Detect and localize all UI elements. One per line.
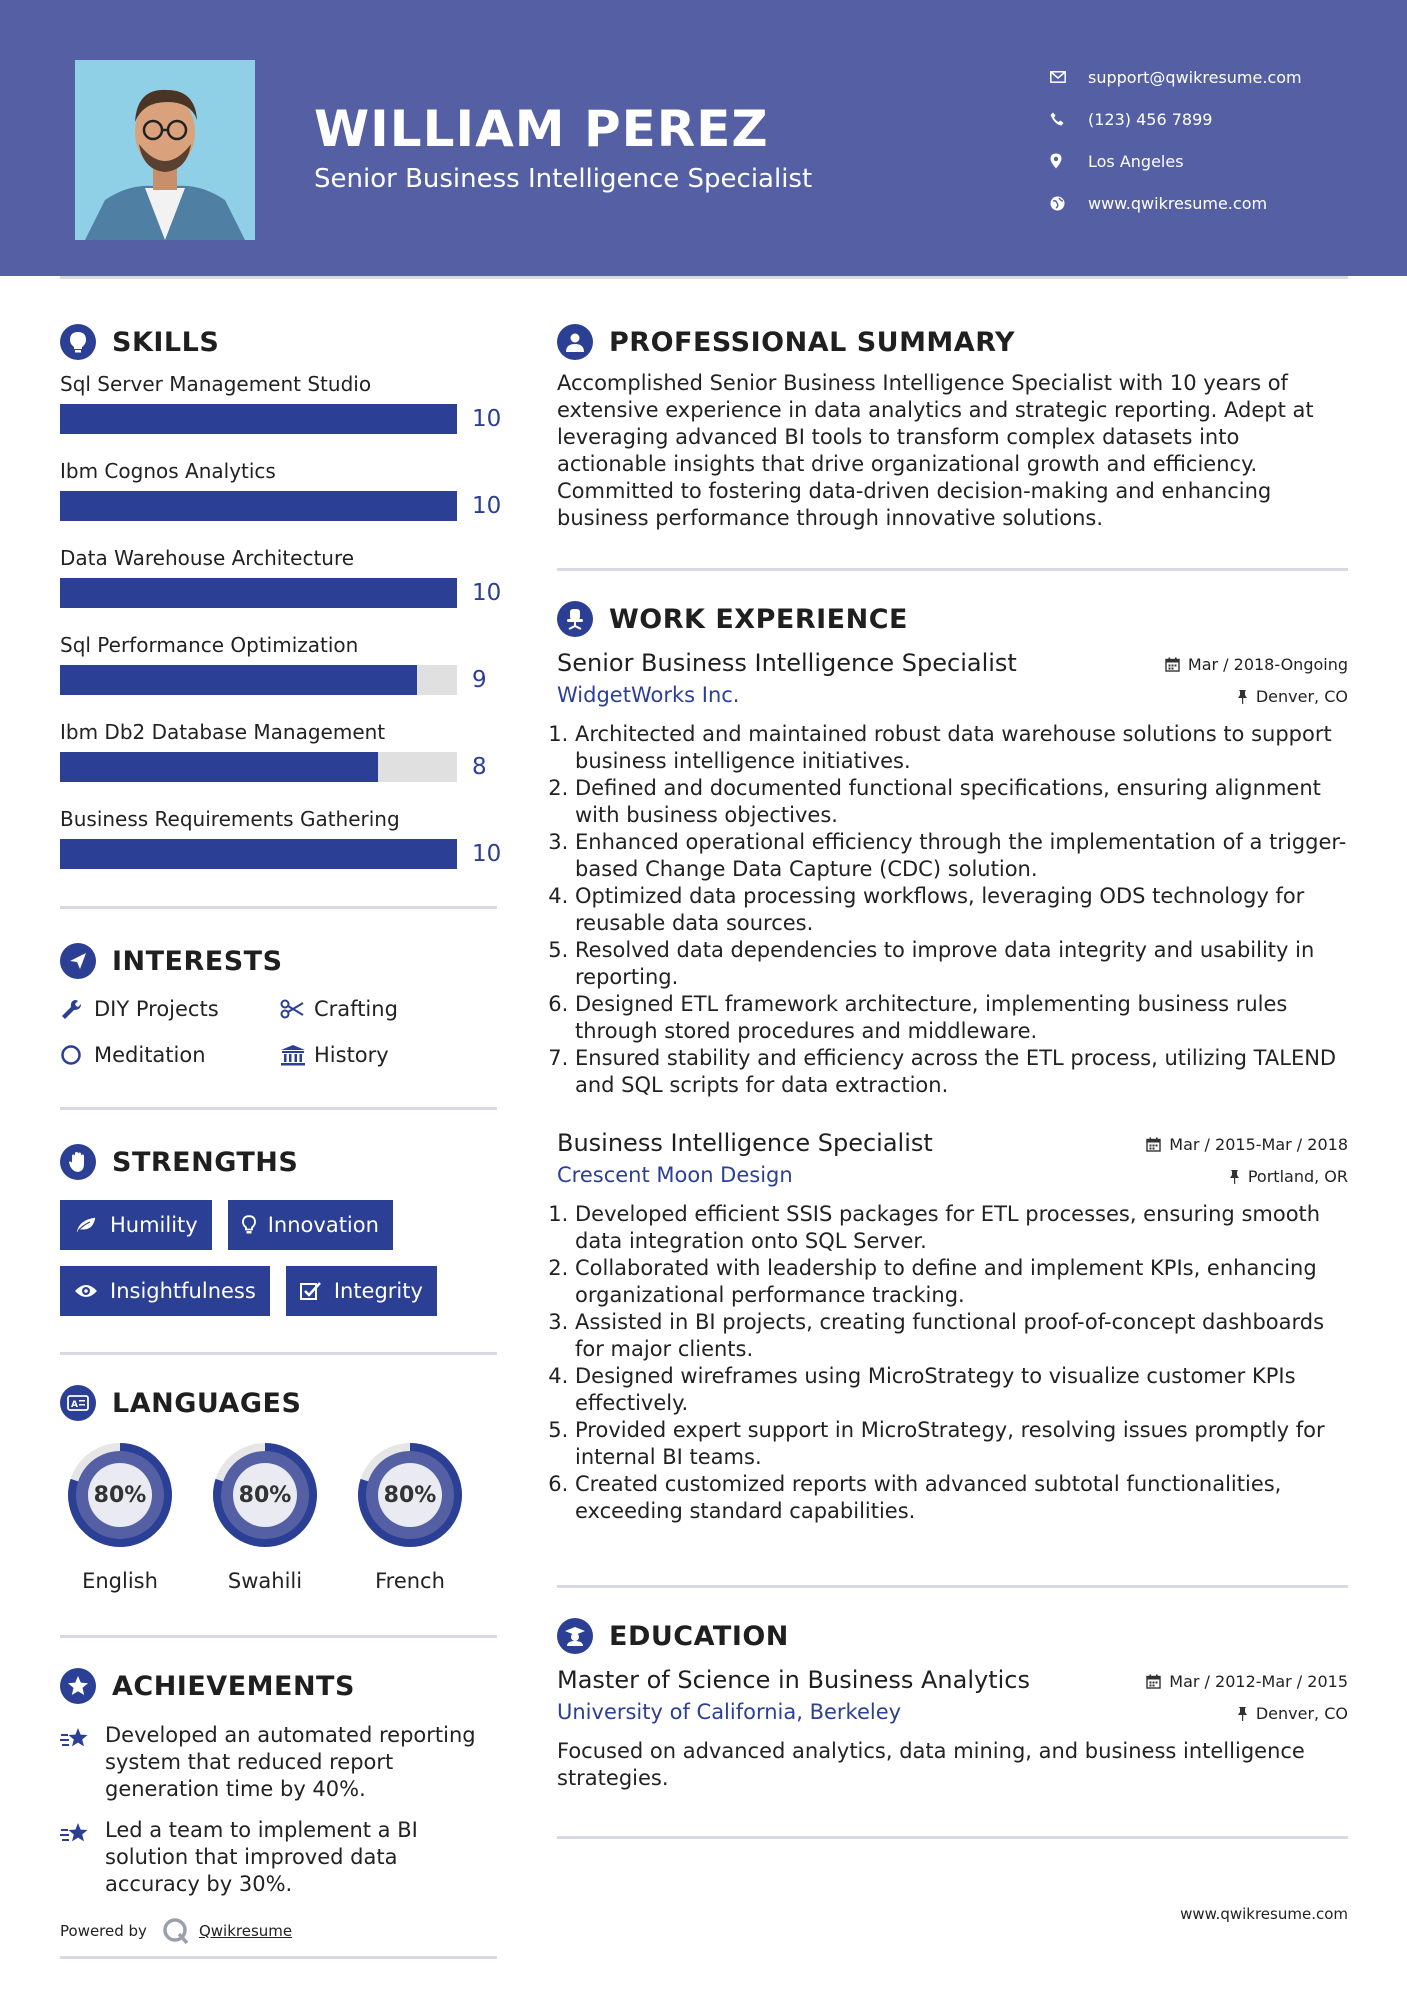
- calendar-icon: [1146, 1137, 1161, 1152]
- contact-list: [1050, 56, 1302, 224]
- job-location-text: Denver, CO: [1255, 687, 1348, 706]
- interest-label: Crafting: [314, 997, 398, 1021]
- section-divider: [60, 906, 497, 909]
- skill-bar-fill: [60, 491, 457, 521]
- interest-item: [60, 993, 280, 1025]
- language-icon: [60, 1385, 96, 1421]
- job-date: [1146, 1129, 1348, 1154]
- skill-value: 9: [472, 667, 487, 693]
- skill-name: Data Warehouse Architecture: [60, 546, 355, 570]
- language-ring: [350, 1435, 470, 1555]
- language-item: [205, 1435, 325, 1593]
- strength-label: Insightfulness: [110, 1279, 256, 1303]
- summary-text: Accomplished Senior Business Intelligence Specialist with 10 years of extensive experience in data analytics and strategic reporting. Adept at leveraging advanced BI tools to transform complex datasets into actionable insights that drive organizational growth and efficiency. Committed to fostering data-driven decision-making and enhancing business performance through innovative solutions.: [557, 371, 1314, 530]
- skill-bar-fill: [60, 665, 417, 695]
- left-column: [60, 320, 502, 1959]
- skill-name: Business Requirements Gathering: [60, 807, 400, 831]
- section-divider: [557, 568, 1348, 571]
- job-title: Business Intelligence Specialist: [557, 1129, 933, 1157]
- pushpin-icon: [1237, 1706, 1248, 1721]
- globe-icon: [1050, 196, 1088, 211]
- job-location-text: Portland, OR: [1247, 1167, 1348, 1186]
- user-icon: [557, 324, 593, 360]
- responsibility-item: 4. Optimized data processing workflows, leveraging ODS technology for reusable data sources.: [575, 883, 1348, 937]
- responsibility-item: 7. Ensured stability and efficiency across the ETL process, utilizing TALEND and SQL scripts for data extraction.: [575, 1045, 1348, 1099]
- strength-badge: [286, 1266, 437, 1316]
- interest-label: History: [314, 1043, 389, 1067]
- skill-value: 10: [472, 841, 502, 867]
- right-column: [557, 320, 1348, 1839]
- skill-item: [60, 364, 502, 451]
- language-percent: 80%: [383, 1482, 437, 1508]
- skill-value: 10: [472, 406, 502, 432]
- pushpin-icon: [1237, 689, 1248, 704]
- phone-icon: [1050, 112, 1088, 126]
- shooting-star-icon: [60, 1817, 105, 1898]
- graduate-icon: [557, 1618, 593, 1654]
- eye-icon: [74, 1283, 98, 1299]
- responsibility-item: 1. Developed efficient SSIS packages for ETL processes, ensuring smooth data integration onto SQL Server.: [575, 1201, 1348, 1255]
- job-date: [1165, 649, 1348, 674]
- calendar-icon: [1146, 1674, 1161, 1689]
- pushpin-icon: [1229, 1169, 1240, 1184]
- responsibility-item: 5. Resolved data dependencies to improve data integrity and usability in reporting.: [575, 937, 1348, 991]
- skill-bar: [60, 665, 457, 695]
- job-location: [1237, 677, 1348, 706]
- languages-title: LANGUAGES: [112, 1387, 302, 1419]
- job-title: Senior Business Intelligence Specialist: [557, 649, 1017, 677]
- interest-item: [60, 1039, 280, 1071]
- language-name: Swahili: [227, 1569, 303, 1593]
- footer-website[interactable]: www.qwikresume.com: [1180, 1905, 1348, 1923]
- company-name: WidgetWorks Inc.: [557, 683, 740, 707]
- strength-badge: [60, 1266, 270, 1316]
- strength-badge: [228, 1200, 393, 1250]
- skill-bar-fill: [60, 839, 457, 869]
- summary-title: PROFESSIONAL SUMMARY: [609, 326, 1016, 358]
- skill-item: [60, 625, 497, 712]
- experience-title: WORK EXPERIENCE: [609, 603, 908, 635]
- education-description: Focused on advanced analytics, data mining, and business intelligence strategies.: [557, 1739, 1305, 1790]
- contact-phone-text: (123) 456 7899: [1088, 109, 1213, 129]
- language-percent: 80%: [93, 1482, 147, 1508]
- skill-item: [60, 538, 502, 625]
- header-divider: [60, 276, 1348, 279]
- responsibility-item: 6. Created customized reports with advanced subtotal functionalities, exceeding standard capabilities.: [575, 1471, 1348, 1525]
- skill-bar: [60, 752, 457, 782]
- lightbulb-icon: [60, 324, 96, 360]
- museum-icon: [280, 1044, 314, 1066]
- interests-list: [60, 993, 497, 1071]
- map-pin-icon: [1050, 153, 1088, 169]
- skills-list: [60, 364, 502, 886]
- language-item: [350, 1435, 470, 1593]
- education-date: [1146, 1666, 1348, 1691]
- contact-email-text: support@qwikresume.com: [1088, 67, 1302, 87]
- skill-bar-fill: [60, 404, 457, 434]
- strength-badge: [60, 1200, 212, 1250]
- language-ring: [205, 1435, 325, 1555]
- achievements-list: [60, 1722, 497, 1898]
- language-item: [60, 1435, 180, 1593]
- company-name: Crescent Moon Design: [557, 1163, 793, 1187]
- leaf-icon: [74, 1215, 98, 1235]
- svg-text:A: A: [71, 1400, 78, 1410]
- circle-icon: [60, 1044, 94, 1066]
- section-divider: [60, 1352, 497, 1355]
- calendar-icon: [1165, 657, 1180, 672]
- education-date-text: Mar / 2012-Mar / 2015: [1169, 1672, 1348, 1691]
- contact-website-text: www.qwikresume.com: [1088, 193, 1268, 213]
- candidate-name: WILLIAM PEREZ: [314, 100, 769, 158]
- contact-phone[interactable]: [1050, 98, 1302, 140]
- strengths-list: [60, 1200, 497, 1316]
- degree-title: Master of Science in Business Analytics: [557, 1666, 1030, 1694]
- skills-heading: [60, 320, 497, 364]
- language-ring: [60, 1435, 180, 1555]
- job-date-text: Mar / 2015-Mar / 2018: [1169, 1135, 1348, 1154]
- strength-label: Humility: [110, 1213, 198, 1237]
- languages-heading: [60, 1381, 497, 1425]
- achievements-title: ACHIEVEMENTS: [112, 1670, 355, 1702]
- skills-title: SKILLS: [112, 326, 220, 358]
- responsibility-item: 2. Collaborated with leadership to define and implement KPIs, enhancing organizational performance tracking.: [575, 1255, 1348, 1309]
- contact-email[interactable]: [1050, 56, 1302, 98]
- skill-name: Sql Performance Optimization: [60, 633, 359, 657]
- contact-location: [1050, 140, 1302, 182]
- section-divider: [557, 1836, 1348, 1839]
- responsibility-item: 1. Architected and maintained robust data warehouse solutions to support business intelligence initiatives.: [575, 721, 1348, 775]
- section-divider: [60, 1635, 497, 1638]
- wrench-icon: [60, 998, 94, 1020]
- skill-bar: [60, 491, 457, 521]
- skill-bar-fill: [60, 752, 378, 782]
- languages-list: [60, 1435, 497, 1593]
- interests-title: INTERESTS: [112, 945, 283, 977]
- job-entry: [557, 1129, 1348, 1525]
- star-badge-icon: [60, 1668, 96, 1704]
- achievement-item: [60, 1722, 497, 1803]
- responsibility-item: 6. Designed ETL framework architecture, implementing business rules through stored procedures and middleware.: [575, 991, 1348, 1045]
- strength-label: Integrity: [333, 1279, 423, 1303]
- job-responsibilities: [557, 1201, 1348, 1525]
- responsibility-item: 5. Provided expert support in MicroStrategy, resolving issues promptly for internal BI teams.: [575, 1417, 1348, 1471]
- language-percent: 80%: [238, 1482, 292, 1508]
- achievements-heading: [60, 1664, 497, 1708]
- achievement-item: [60, 1817, 497, 1898]
- envelope-icon: [1050, 71, 1088, 83]
- school-name: University of California, Berkeley: [557, 1700, 902, 1724]
- section-divider: [60, 1107, 497, 1110]
- powered-by-label: Powered by: [60, 1922, 147, 1940]
- responsibility-item: 3. Enhanced operational efficiency through the implementation of a trigger-based Change Data Capture (CDC) solution.: [575, 829, 1348, 883]
- strength-label: Innovation: [267, 1213, 379, 1237]
- strengths-title: STRENGTHS: [112, 1146, 299, 1178]
- job-location: [1229, 1157, 1348, 1186]
- hand-icon: [60, 1144, 96, 1180]
- lightbulb-icon: [242, 1215, 256, 1235]
- skill-name: Ibm Cognos Analytics: [60, 459, 276, 483]
- paper-plane-icon: [60, 943, 96, 979]
- profile-photo: [75, 60, 255, 240]
- skill-bar: [60, 578, 457, 608]
- candidate-title: Senior Business Intelligence Specialist: [314, 164, 813, 194]
- responsibility-item: 4. Designed wireframes using MicroStrategy to visualize customer KPIs effectively.: [575, 1363, 1348, 1417]
- powered-by: [60, 1916, 497, 1946]
- education-entry: [557, 1666, 1348, 1792]
- skill-item: [60, 451, 502, 538]
- language-name: French: [375, 1569, 445, 1593]
- office-chair-icon: [557, 601, 593, 637]
- education-title: EDUCATION: [609, 1620, 789, 1652]
- education-location: [1237, 1694, 1348, 1723]
- job-date-text: Mar / 2018-Ongoing: [1187, 655, 1348, 674]
- qwikresume-link[interactable]: Qwikresume: [198, 1922, 293, 1940]
- responsibility-item: 2. Defined and documented functional specifications, ensuring alignment with business objectives.: [575, 775, 1348, 829]
- responsibility-item: 3. Assisted in BI projects, creating functional proof-of-concept dashboards for major clients.: [575, 1309, 1348, 1363]
- summary-heading: [557, 320, 1348, 364]
- achievement-text: Developed an automated reporting system that reduced report generation time by 40%.: [105, 1723, 476, 1801]
- strengths-heading: [60, 1140, 497, 1184]
- section-divider: [557, 1585, 1348, 1588]
- contact-location-text: Los Angeles: [1088, 151, 1184, 171]
- education-heading: [557, 1614, 1348, 1658]
- job-entry: [557, 649, 1348, 1099]
- skill-item: [60, 799, 502, 886]
- interests-heading: [60, 939, 497, 983]
- experience-heading: [557, 597, 1348, 641]
- skill-item: [60, 712, 497, 799]
- interest-item: [280, 993, 497, 1025]
- resume-header: [0, 0, 1407, 276]
- section-divider: [60, 1956, 497, 1959]
- job-responsibilities: [557, 721, 1348, 1099]
- shooting-star-icon: [60, 1722, 105, 1803]
- scissors-icon: [280, 999, 314, 1019]
- interest-label: Meditation: [94, 1043, 206, 1067]
- interest-label: DIY Projects: [94, 997, 219, 1021]
- contact-website[interactable]: [1050, 182, 1302, 224]
- education-location-text: Denver, CO: [1255, 1704, 1348, 1723]
- skill-value: 10: [472, 580, 502, 606]
- qwikresume-logo-icon: [161, 1916, 191, 1946]
- skill-name: Sql Server Management Studio: [60, 372, 372, 396]
- skill-name: Ibm Db2 Database Management: [60, 720, 386, 744]
- skill-bar: [60, 404, 457, 434]
- interest-item: [280, 1039, 497, 1071]
- skill-bar: [60, 839, 457, 869]
- language-name: English: [82, 1569, 158, 1593]
- achievement-text: Led a team to implement a BI solution that improved data accuracy by 30%.: [105, 1818, 418, 1896]
- check-square-icon: [300, 1281, 322, 1301]
- skill-value: 10: [472, 493, 502, 519]
- skill-value: 8: [472, 754, 487, 780]
- skill-bar-fill: [60, 578, 457, 608]
